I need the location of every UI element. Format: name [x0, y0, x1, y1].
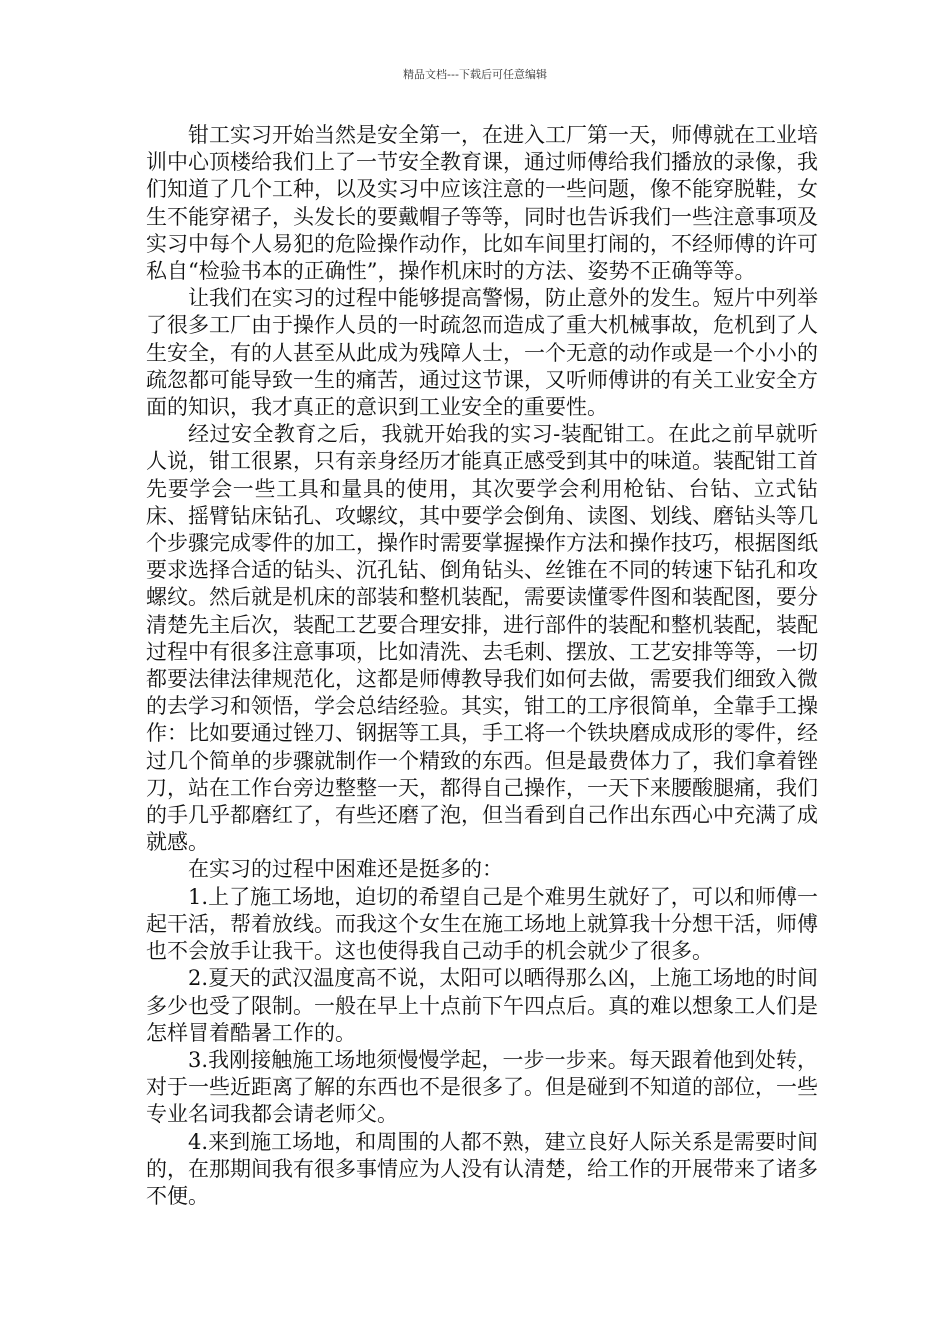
paragraph-difficulty-4: 4.来到施工场地，和周围的人都不熟，建立良好人际关系是需要时间的，在那期间我有很多事情应为人没有认清楚，给工作的开展带来了诸多不便。 [146, 1129, 818, 1208]
paragraph-difficulty-3: 3.我刚接触施工场地须慢慢学起，一步一步来。每天跟着他到处转，对于一些近距离了解的东西也不是很多了。但是碰到不知道的部位，一些专业名词我都会请老师父。 [146, 1047, 818, 1127]
paragraph-difficulty-1: 1.上了施工场地，迫切的希望自己是个难男生就好了，可以和师傅一起干活，帮着放线。而我这个女生在施工场地上就算我十分想干活，师傅也不会放手让我干。这也使得我自己动手的机会就少了很多。 [146, 884, 818, 964]
paragraph-assembly-fitter: 经过安全教育之后，我就开始我的实习-装配钳工。在此之前早就听人说，钳工很累，只有亲身经历才能真正感受到其中的味道。装配钳工首先要学会一些工具和量具的使用，其次要学会利用枪钻、台钻、立式钻床、摇臂钻床钻孔、攻螺纹，其中要学会倒角、读图、划线、磨钻头等几个步骤完成零件的加工，操作时需要掌握操作方法和操作技巧，根据图纸要求选择合适的钻头、沉孔钻、倒角钻头、丝锥在不同的转速下钻孔和攻螺纹。然后就是机床的部装和整机装配，需要读懂零件图和装配图，要分清楚先主后次，装配工艺要合理安排，进行部件的装配和整机装配，装配过程中有很多注意事项，比如清洗、去毛刺、摆放、工艺安排等等，一切都要法律法律规范化，这都是师傅教导我们如何去做，需要我们细致入微的去学习和领悟，学会总结经验。其实，钳工的工序很简单，全靠手工操作：比如要通过锉刀、钢据等工具，手工将一个铁块磨成成形的零件，经过几个简单的步骤就制作一个精致的东西。但是最费体力了，我们拿着锉刀，站在工作台旁边整整一天，都得自己操作，一天下来腰酸腿痛，我们的手几乎都磨红了，有些还磨了泡，但当看到自己作出东西心中充满了成就感。 [146, 422, 818, 855]
paragraph-difficulty-2: 2.夏天的武汉温度高不说，太阳可以晒得那么凶，上施工场地的时间多少也受了限制。一般在早上十点前下午四点后。真的难以想象工人们是怎样冒着酷暑工作的。 [146, 966, 818, 1045]
paragraph-safety-education: 钳工实习开始当然是安全第一，在进入工厂第一天，师傅就在工业培训中心顶楼给我们上了一节安全教育课，通过师傅给我们播放的录像，我们知道了几个工种，以及实习中应该注意的一些问题，像不能穿脱鞋，女生不能穿裙子，头发长的要戴帽子等等，同时也告诉我们一些注意事项及实习中每个人易犯的危险操作动作，比如车间里打闹的，不经师傅的许可私自“检验书本的正确性”，操作机床时的方法、姿势不正确等等。 [146, 123, 818, 284]
paragraph-safety-awareness: 让我们在实习的过程中能够提高警惕，防止意外的发生。短片中列举了很多工厂由于操作人员的一时疏忽而造成了重大机械事故，危机到了人生安全，有的人甚至从此成为残障人士，一个无意的动作或是一个小小的疏忽都可能导致一生的痛苦，通过这节课，又听师傅讲的有关工业安全方面的知识，我才真正的意识到工业安全的重要性。 [146, 286, 818, 420]
page-header: 精品文档---下载后可任意编辑 [403, 68, 547, 81]
paragraph-difficulties-intro: 在实习的过程中困难还是挺多的： [188, 857, 503, 882]
document-body [146, 122, 818, 1210]
